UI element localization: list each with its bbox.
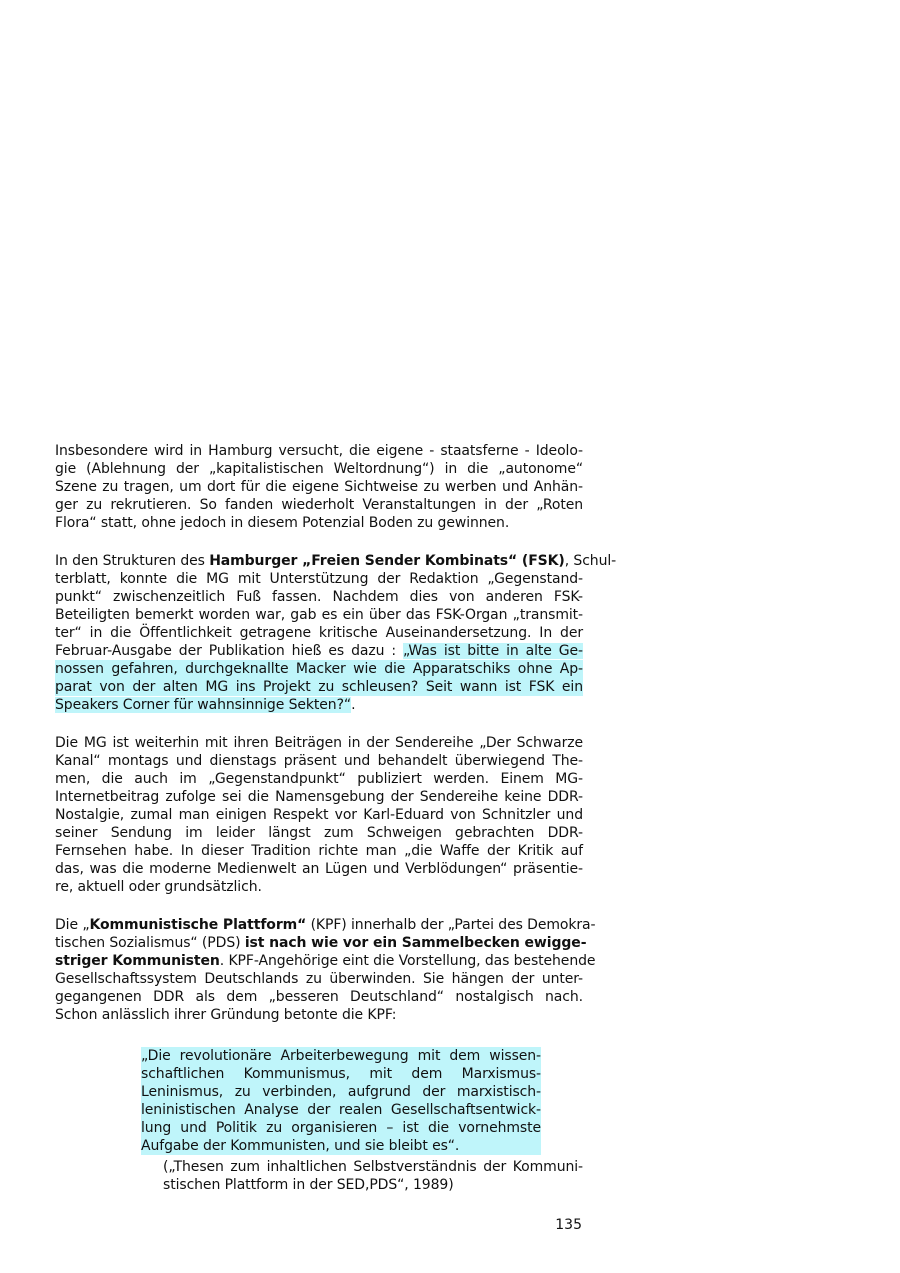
highlighted-quote: „Was ist bitte in alte Ge- (402, 643, 583, 659)
text-line: ger zu rekrutieren. So fanden wiederholt Veranstaltungen in der „Roten (55, 497, 583, 513)
text-line: Kanal“ montags und dienstags präsent und behandelt überwiegend The- (55, 753, 583, 769)
quote-line: Leninismus, zu verbinden, aufgrund der marxistisch- (141, 1084, 541, 1100)
text-line: Die MG ist weiterhin mit ihren Beiträgen in der Sendereihe „Der Schwarze (55, 735, 583, 751)
text-line: Die „Kommunistische Plattform“ (KPF) innerhalb der „Partei des Demokra- (55, 917, 596, 933)
text-line: Februar-Ausgabe der Publikation hieß es dazu : „Was ist bitte in alte Ge- (55, 643, 583, 659)
source-line: stischen Plattform in der SED,PDS“, 1989) (163, 1177, 454, 1193)
bold-kpf-name: Kommunistische Plattform“ (89, 917, 307, 933)
bold-statement: striger Kommunisten (55, 953, 220, 969)
highlighted-quote: nossen gefahren, durchgeknallte Macker wie die Apparatschiks ohne Ap- (55, 661, 583, 677)
text-line: In den Strukturen des Hamburger „Freien Sender Kombinats“ (FSK), Schul- (55, 553, 617, 569)
text-line: ter“ in die Öffentlichkeit getragene kritische Auseinandersetzung. In der (55, 625, 583, 641)
text-line: Nostalgie, zumal man einigen Respekt vor Karl-Eduard von Schnitzler und (55, 807, 583, 823)
text-line: Schon anlässlich ihrer Gründung betonte die KPF: (55, 1007, 397, 1023)
text-line: Speakers Corner für wahnsinnige Sekten?“. (55, 697, 356, 713)
text-line: Insbesondere wird in Hamburg versucht, die eigene - staatsferne - Ideolo- (55, 443, 583, 459)
text-line: das, was die moderne Medienwelt an Lügen und Verblödungen“ präsentie- (55, 861, 583, 877)
text-line: Szene zu tragen, um dort für die eigene Sichtweise zu werben und Anhän- (55, 479, 583, 495)
text-line: re, aktuell oder grundsätzlich. (55, 879, 262, 895)
source-line: („Thesen zum inhaltlichen Selbstverständnis der Kommuni- (163, 1159, 583, 1175)
text-line: Beteiligten bemerkt worden war, gab es ein über das FSK-Organ „transmit- (55, 607, 583, 623)
page-number: 135 (555, 1217, 582, 1233)
bold-statement: ist nach wie vor ein Sammelbecken ewigge- (244, 935, 587, 951)
quote-line: „Die revolutionäre Arbeiterbewegung mit dem wissen- (141, 1048, 541, 1064)
highlighted-quote: parat von der alten MG ins Projekt zu schleusen? Seit wann ist FSK ein (55, 679, 583, 695)
highlighted-quote: Speakers Corner für wahnsinnige Sekten?“ (55, 697, 352, 713)
text-line: punkt“ zwischenzeitlich Fuß fassen. Nachdem dies von anderen FSK- (55, 589, 583, 605)
text-line: tischen Sozialismus“ (PDS) ist nach wie vor ein Sammelbecken ewigge- (55, 935, 587, 951)
text-line: striger Kommunisten. KPF-Angehörige eint die Vorstellung, das bestehende (55, 953, 596, 969)
text-line: Flora“ statt, ohne jedoch in diesem Potenzial Boden zu gewinnen. (55, 515, 510, 531)
text-line: Gesellschaftssystem Deutschlands zu überwinden. Sie hängen der unter- (55, 971, 583, 987)
text-line: men, die auch im „Gegenstandpunkt“ publiziert werden. Einem MG- (55, 771, 583, 787)
text-line: seiner Sendung im leider längst zum Schweigen gebrachten DDR- (55, 825, 583, 841)
quote-line: Aufgabe der Kommunisten, und sie bleibt es“. (141, 1137, 541, 1155)
quote-line: lung und Politik zu organisieren – ist die vornehmste (141, 1120, 541, 1136)
text-line: terblatt, konnte die MG mit Unterstützung der Redaktion „Gegenstand- (55, 571, 583, 587)
text-line: gie (Ablehnung der „kapitalistischen Weltordnung“) in die „autonome“ (55, 461, 583, 477)
quote-line: leninistischen Analyse der realen Gesellschaftsentwick- (141, 1102, 541, 1118)
text-line: Internetbeitrag zufolge sei die Namensgebung der Sendereihe keine DDR- (55, 789, 583, 805)
text-line: Fernsehen habe. In dieser Tradition richte man „die Waffe der Kritik auf (55, 843, 583, 859)
quote-line: schaftlichen Kommunismus, mit dem Marxismus- (141, 1066, 541, 1082)
bold-fsk-name: Hamburger „Freien Sender Kombinats“ (FSK) (209, 553, 565, 569)
text-line: gegangenen DDR als dem „besseren Deutschland“ nostalgisch nach. (55, 989, 583, 1005)
